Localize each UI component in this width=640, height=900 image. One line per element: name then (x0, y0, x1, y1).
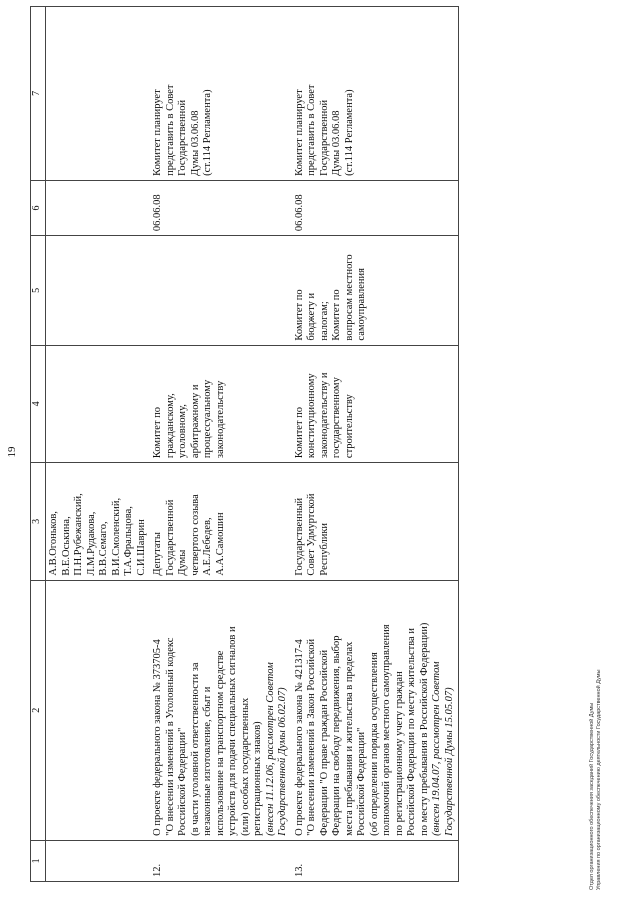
bill-authors (150, 463, 292, 581)
co-committee-line: самоуправления (356, 268, 367, 341)
row-number: 12. (150, 840, 292, 881)
header-col-2: 2 (31, 580, 46, 840)
plan-line: (ст.114 Регламента) (343, 89, 355, 176)
author-line: Т.А.Фральцова, (123, 506, 134, 576)
author-line: С.И.Шаврин (135, 519, 147, 576)
author-line: четвертого созыва (189, 494, 201, 576)
title-line: Федерации на свободу передвижения, выбор (331, 635, 342, 836)
plan-line: Государственной (177, 99, 188, 176)
author-line: Государственной (164, 499, 176, 576)
committee-line: строительству (343, 394, 355, 459)
co-committee-line: Комитет по (331, 289, 342, 341)
title-line: "О внесении изменений в Закон Российской (306, 638, 317, 836)
author-line: Думы (177, 549, 188, 576)
author-line: В.И.Смоленский, (110, 497, 122, 576)
author-line: Л.М.Рудакова, (85, 511, 97, 576)
note-line: Государственной Думы 15.05.07) (443, 687, 455, 836)
table-row-12 (150, 7, 292, 882)
plan-line: Думы 03.06.08 (331, 110, 342, 176)
title-line: О проекте федерального закона № 373705-4 (152, 639, 163, 836)
note-line: (внесен 19.04.07, рассмотрен Советом (431, 661, 442, 836)
committee-line: процессуальному (202, 379, 213, 459)
committee-line: Комитет по (293, 406, 305, 459)
header-col-1: 1 (31, 840, 46, 881)
committee-line: законодательству и (318, 372, 330, 459)
plan-line: Государственной (318, 99, 330, 176)
continuation-authors (46, 463, 151, 581)
title-line: Российской Федерации по месту жительства и (406, 628, 417, 836)
co-committees (292, 236, 459, 346)
bill-description (292, 580, 459, 840)
committee-line: уголовному, (177, 404, 188, 459)
title-line: О проекте федерального закона № 421317-4 (293, 639, 305, 836)
co-committee-line: бюджету и (306, 292, 317, 341)
document-table-container (30, 6, 470, 882)
title-line: использование на транспортном средстве (214, 650, 226, 836)
page-number: 19 (6, 446, 18, 458)
note-line: (внесен 11.12.06, рассмотрен Советом (264, 662, 276, 836)
responsible-committee (292, 345, 459, 463)
bill-authors (292, 463, 459, 581)
footer-line-1: Отдел организационного обеспечения заседаний Государственной Думы (589, 702, 595, 890)
header-col-4: 4 (31, 345, 46, 463)
header-col-3: 3 (31, 463, 46, 581)
table-row-continuation (46, 7, 151, 882)
author-line: Государственный (293, 497, 305, 576)
plan-line: Комитет планирует (152, 89, 163, 176)
title-line: по регистрационному учету граждан (393, 671, 405, 836)
header-col-7: 7 (31, 7, 46, 181)
table-row-13 (292, 7, 459, 882)
author-line: Совет Удмуртской (306, 493, 317, 576)
author-line: В.В.Семаго, (98, 521, 109, 576)
title-line: "О внесении изменений в Уголовный кодекс (164, 637, 176, 836)
author-line: П.Н.Рубежанский, (73, 493, 84, 576)
date-cell: 06.06.08 (292, 180, 459, 235)
date-cell: 06.06.08 (150, 180, 292, 235)
committee-line: государственному (331, 377, 342, 459)
author-line: В.Е.Оськина, (60, 516, 72, 576)
title-line: полномочий органов местного самоуправления (381, 624, 392, 836)
committee-line: арбитражному и (189, 384, 201, 459)
title-line: Российской Федерации" (356, 727, 367, 836)
plan-line: (ст.114 Регламента) (202, 89, 213, 176)
co-committee-line: Комитет по (293, 289, 305, 341)
header-col-6: 6 (31, 180, 46, 235)
title-line: (об определении порядка осуществления (368, 652, 380, 836)
title-line: (или) особых государственных (239, 697, 251, 836)
bill-description (150, 580, 292, 840)
co-committee-line: налогам; (318, 301, 330, 341)
plan-cell (292, 7, 459, 181)
author-line: А.В.Огоньков, (48, 511, 59, 576)
plan-cell (150, 7, 292, 181)
title-line: устройств для подачи специальных сигналов и (227, 626, 238, 836)
page-footer (589, 290, 603, 890)
title-line: по месту пребывания в Российской Федерации) (418, 622, 430, 836)
title-line: регистрационных знаков) (252, 721, 263, 836)
committee-line: Комитет по (152, 406, 163, 459)
title-line: Федерации "О праве граждан Российской (318, 649, 330, 836)
responsible-committee (150, 345, 292, 463)
header-col-5: 5 (31, 236, 46, 346)
co-committees (150, 236, 292, 346)
header-row (31, 7, 46, 882)
author-line: Республики (318, 522, 330, 576)
title-line: Российской Федерации" (177, 727, 188, 836)
row-number: 13. (292, 840, 459, 881)
co-committee-line: вопросам местного (343, 254, 355, 341)
committee-line: конституционному (306, 373, 317, 459)
plan-line: Думы 03.06.08 (189, 110, 201, 176)
author-line: А.Е.Лебедев, (202, 517, 213, 576)
footer-line-2: Управления по организационному обеспечению деятельности Государственной Думы (596, 669, 602, 890)
plan-line: представить в Совет (306, 84, 317, 176)
committee-line: законодательству (214, 380, 226, 459)
plan-line: Комитет планирует (293, 89, 305, 176)
author-line: А.А.Самошин (214, 512, 226, 576)
committee-line: гражданскому, (164, 393, 176, 459)
title-line: (в части уголовной ответственности за (189, 662, 201, 836)
plan-line: представить в Совет (164, 84, 176, 176)
title-line: незаконные изготовление, сбыт и (202, 686, 213, 836)
bills-table (30, 6, 459, 882)
title-line: места пребывания и жительства в пределах (343, 641, 355, 836)
author-line: Депутаты (152, 532, 163, 576)
note-line: Государственной Думы 06.02.07) (277, 687, 288, 836)
